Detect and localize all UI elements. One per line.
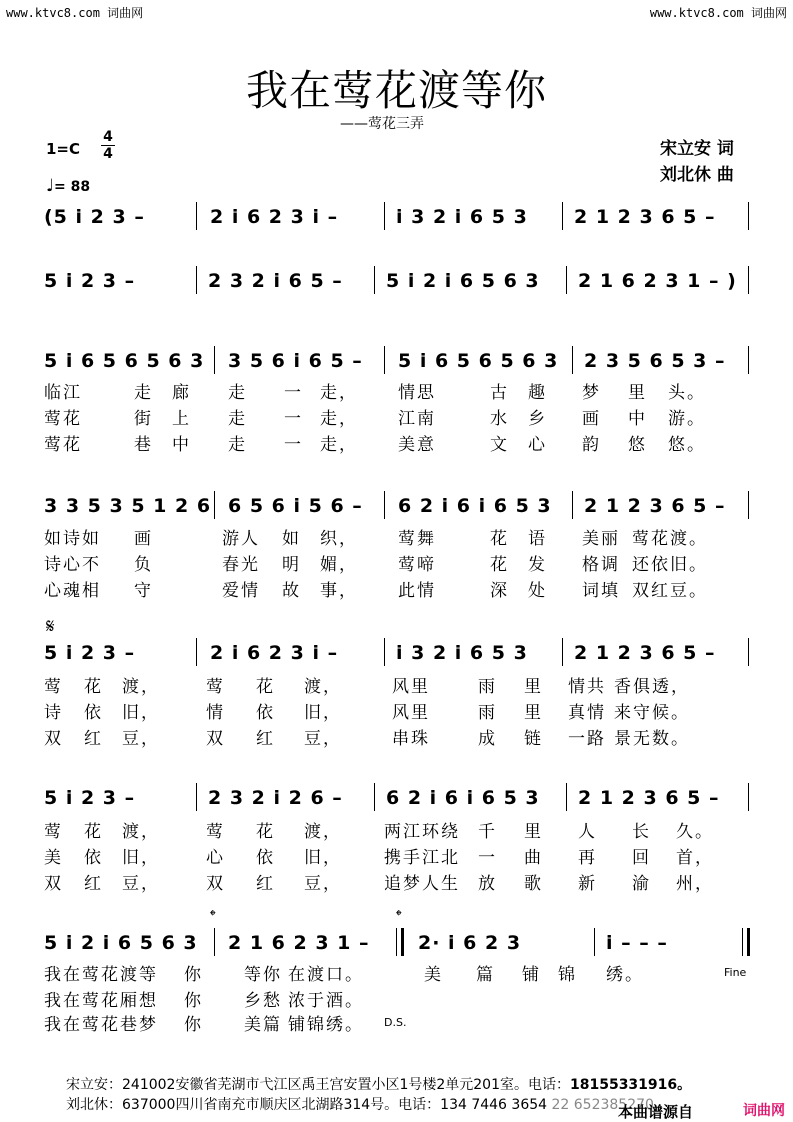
lyric-syllable: 美 [44, 848, 63, 868]
lyric-syllable: 串珠 [392, 729, 430, 749]
lyric-syllable: 旧， [122, 848, 160, 868]
lyric-syllable: 双 [206, 874, 225, 894]
lyric-syllable: 美丽 [582, 529, 620, 549]
time-signature [101, 130, 115, 161]
lyric-syllable: 莺舞 [398, 529, 436, 549]
lyric-syllable: 新 [578, 874, 597, 894]
lyric-syllable: 发 [528, 555, 547, 575]
lyric-syllable: 乡愁 [244, 991, 282, 1011]
lyric-syllable: 廊 [172, 383, 191, 403]
key-signature: 1=C [46, 140, 81, 158]
lyric-syllable: 铺 [522, 965, 541, 985]
lyric-syllable: 走 [228, 435, 247, 455]
lyric-syllable: 悠 [628, 435, 647, 455]
segno-icon: 𝄋 [46, 614, 55, 638]
bar-line [384, 346, 385, 374]
lyric-syllable: 心 [206, 848, 225, 868]
lyric-syllable: 走 [228, 409, 247, 429]
measure: 5 i 2 3 – [44, 787, 136, 809]
measure: 5 i 6 5 6 5 6 3 [44, 350, 205, 372]
lyric-syllable: 豆， [122, 729, 160, 749]
lyric-syllable: 诗 [44, 703, 63, 723]
lyric-syllable: 故 [282, 581, 301, 601]
measure: 6 5 6 i 5 6 – [228, 495, 363, 517]
lyric-syllable: 走 [134, 383, 153, 403]
bar-line [384, 638, 385, 666]
coda-icon: 𝄌 [396, 906, 402, 925]
lyric-syllable: 等你 [244, 965, 282, 985]
bar-line [562, 638, 563, 666]
measure: 2 1 2 3 6 5 – [578, 787, 720, 809]
lyric-syllable: 里 [524, 703, 543, 723]
bar-line [384, 491, 385, 519]
lyric-syllable: 诗心不 [44, 555, 101, 575]
measure: 6 2 i 6 i 6 5 3 [386, 787, 540, 809]
lyric-syllable: 中 [172, 435, 191, 455]
lyric-syllable: 我在莺花厢想 [44, 991, 158, 1011]
song-subtitle: ——莺花三弄 [340, 116, 424, 132]
lyric-syllable: 旧， [122, 703, 160, 723]
lyric-syllable: 此情 [398, 581, 436, 601]
measure: 5 i 2 3 – [44, 642, 136, 664]
lyric-syllable: 景无数。 [614, 729, 690, 749]
footer-composer-address: 刘北休：637000四川省南充市顺庆区北湖路314号。电话：134 7446 3654 [66, 1097, 548, 1113]
lyric-syllable: 莺啼 [398, 555, 436, 575]
lyric-syllable: 依 [256, 703, 275, 723]
lyric-syllable: 成 [478, 729, 497, 749]
repeat-bar-line [396, 928, 397, 956]
bar-line [562, 202, 563, 230]
lyric-syllable: 绣。 [606, 965, 644, 985]
footer-composer-extra: 22 652385270 [547, 1097, 654, 1113]
measure: 2 3 2 i 2 6 – [208, 787, 343, 809]
lyric-syllable: 花 [490, 555, 509, 575]
lyric-syllable: 画 [582, 409, 601, 429]
bar-line [566, 266, 567, 294]
lyric-syllable: 真情 [568, 703, 606, 723]
lyric-syllable: 里 [524, 822, 543, 842]
lyric-syllable: 莺 [44, 677, 63, 697]
bar-line [196, 638, 197, 666]
lyric-syllable: 香俱透， [614, 677, 690, 697]
composer-credit: 刘北休 曲 [660, 165, 734, 185]
lyric-syllable: 红 [256, 874, 275, 894]
lyric-syllable: 水 [490, 409, 509, 429]
lyric-syllable: 人 [578, 822, 597, 842]
lyric-syllable: 雨 [478, 703, 497, 723]
lyric-syllable: 韵 [582, 435, 601, 455]
lyric-syllable: 浓于酒。 [288, 991, 364, 1011]
lyric-syllable: 巷 [134, 435, 153, 455]
bar-line [196, 266, 197, 294]
lyric-syllable: 久。 [676, 822, 714, 842]
lyric-syllable: 情共 [568, 677, 606, 697]
lyric-syllable: 回 [632, 848, 651, 868]
bar-line [566, 783, 567, 811]
lyric-syllable: 里 [628, 383, 647, 403]
measure: 2 1 6 2 3 1 – ) [578, 270, 737, 292]
lyric-syllable: 锦 [558, 965, 577, 985]
lyric-syllable: 走， [320, 435, 358, 455]
lyric-syllable: 如 [282, 529, 301, 549]
bar-line [214, 346, 215, 374]
lyric-syllable: 一 [284, 383, 303, 403]
measure: 2 3 5 6 5 3 – [584, 350, 726, 372]
lyric-syllable: 双红豆。 [632, 581, 708, 601]
bar-line [196, 202, 197, 230]
lyric-syllable: 古 [490, 383, 509, 403]
lyric-syllable: 春光 [222, 555, 260, 575]
measure: 3 3 5 3 5 1 2 6 [44, 495, 212, 517]
lyric-syllable: 词填 [582, 581, 620, 601]
lyric-syllable: 在渡口。 [288, 965, 364, 985]
lyric-syllable: 花 [256, 677, 275, 697]
lyric-syllable: 你 [184, 965, 203, 985]
lyric-syllable: 如诗如 [44, 529, 101, 549]
lyric-syllable: 依 [84, 703, 103, 723]
meter-bottom: 4 [103, 146, 113, 162]
lyric-syllable: 莺花 [44, 409, 82, 429]
measure: i 3 2 i 6 5 3 [396, 642, 528, 664]
lyric-syllable: 头。 [668, 383, 706, 403]
lyric-syllable: 歌 [524, 874, 543, 894]
bar-line [748, 346, 749, 374]
measure: 3 5 6 i 6 5 – [228, 350, 363, 372]
lyric-syllable: 语 [528, 529, 547, 549]
lyric-syllable: 追梦人生 [384, 874, 460, 894]
lyric-syllable: 趣 [528, 383, 547, 403]
lyric-syllable: 渡， [122, 677, 160, 697]
measure: i – – – [606, 932, 668, 954]
lyric-syllable: 花 [256, 822, 275, 842]
lyric-syllable: 渝 [632, 874, 651, 894]
lyric-syllable: 红 [256, 729, 275, 749]
lyric-syllable: 渡， [122, 822, 160, 842]
footer-lyricist-address: 宋立安：241002安徽省芜湖市弋江区禹王宫安置小区1号楼2单元201室。电话： [66, 1077, 570, 1093]
lyricist-credit: 宋立安 词 [660, 139, 734, 159]
lyric-syllable: 风里 [392, 703, 430, 723]
bar-line [384, 202, 385, 230]
lyric-syllable: 我在莺花渡等 [44, 965, 158, 985]
bar-line [748, 783, 749, 811]
lyric-syllable: 花 [490, 529, 509, 549]
lyric-syllable: 风里 [392, 677, 430, 697]
lyric-syllable: 事， [320, 581, 358, 601]
lyric-syllable: 双 [44, 729, 63, 749]
lyric-syllable: 心魂相 [44, 581, 101, 601]
lyric-syllable: 红 [84, 729, 103, 749]
measure: i 3 2 i 6 5 3 [396, 206, 528, 228]
measure: 5 i 2 i 6 5 6 3 [44, 932, 198, 954]
lyric-syllable: 情 [206, 703, 225, 723]
song-title: 我在莺花渡等你 [245, 66, 547, 115]
lyric-syllable: 双 [206, 729, 225, 749]
footer-lyricist-phone: 18155331916。 [569, 1077, 692, 1093]
lyric-syllable: 首， [676, 848, 714, 868]
measure: 5 i 6 5 6 5 6 3 [398, 350, 559, 372]
lyric-syllable: 画 [134, 529, 153, 549]
lyric-syllable: 依 [84, 848, 103, 868]
lyric-syllable: 文 [490, 435, 509, 455]
lyric-syllable: 里 [524, 677, 543, 697]
bar-line [572, 346, 573, 374]
lyric-syllable: 依 [256, 848, 275, 868]
measure: 2 1 2 3 6 5 – [574, 206, 716, 228]
measure: 2 i 6 2 3 i – [210, 206, 339, 228]
tempo-marking [46, 176, 90, 196]
repeat-bar-thick [401, 928, 404, 956]
ds-mark: D.S. [384, 1016, 407, 1029]
final-bar-thick [747, 928, 750, 956]
lyric-syllable: 链 [524, 729, 543, 749]
lyric-syllable: 深 [490, 581, 509, 601]
bar-line [748, 638, 749, 666]
site-watermark-right: www.ktvc8.com 词曲网 [649, 6, 787, 20]
lyric-syllable: 走， [320, 383, 358, 403]
lyric-syllable: 渡， [304, 677, 342, 697]
bar-line [196, 783, 197, 811]
tempo-value: = 88 [54, 179, 91, 195]
lyric-syllable: 铺锦绣。 [288, 1015, 364, 1035]
bar-line [572, 491, 573, 519]
lyric-syllable: 中 [628, 409, 647, 429]
measure: 2 1 2 3 6 5 – [574, 642, 716, 664]
lyric-syllable: 一路 [568, 729, 606, 749]
lyric-syllable: 美意 [398, 435, 436, 455]
final-bar-line [742, 928, 743, 956]
lyric-syllable: 上 [172, 409, 191, 429]
lyric-syllable: 梦 [582, 383, 601, 403]
lyric-syllable: 心 [528, 435, 547, 455]
lyric-syllable: 放 [478, 874, 497, 894]
lyric-syllable: 悠。 [668, 435, 706, 455]
lyric-syllable: 来守候。 [614, 703, 690, 723]
measure: 2 1 2 3 6 5 – [584, 495, 726, 517]
lyric-syllable: 红 [84, 874, 103, 894]
lyric-syllable: 豆， [304, 729, 342, 749]
lyric-syllable: 旧， [304, 703, 342, 723]
bar-line [374, 266, 375, 294]
lyric-syllable: 走 [228, 383, 247, 403]
lyric-syllable: 双 [44, 874, 63, 894]
coda-icon: 𝄌 [210, 906, 216, 925]
lyric-syllable: 美 [424, 965, 443, 985]
lyric-syllable: 两江环绕 [384, 822, 460, 842]
measure: (5 i 2 3 – [44, 206, 145, 228]
lyric-syllable: 明 [282, 555, 301, 575]
lyric-syllable: 守 [134, 581, 153, 601]
lyric-syllable: 莺花 [44, 435, 82, 455]
lyric-syllable: 莺 [206, 677, 225, 697]
lyric-syllable: 曲 [524, 848, 543, 868]
bar-line [748, 491, 749, 519]
lyric-syllable: 州， [676, 874, 714, 894]
lyric-syllable: 一 [284, 435, 303, 455]
lyric-syllable: 长 [632, 822, 651, 842]
lyric-syllable: 负 [134, 555, 153, 575]
quarter-note-icon: ♩ [46, 176, 55, 196]
lyric-syllable: 游人 [222, 529, 260, 549]
lyric-syllable: 街 [134, 409, 153, 429]
lyric-syllable: 一 [478, 848, 497, 868]
lyric-syllable: 游。 [668, 409, 706, 429]
lyric-syllable: 你 [184, 1015, 203, 1035]
meter-top: 4 [103, 129, 113, 145]
lyric-syllable: 美篇 [244, 1015, 282, 1035]
footer-composer-contact [66, 1094, 654, 1114]
bar-line [594, 928, 595, 956]
measure: 5 i 2 3 – [44, 270, 136, 292]
lyric-syllable: 篇 [476, 965, 495, 985]
footer-lyricist-contact [66, 1074, 691, 1094]
lyric-syllable: 渡， [304, 822, 342, 842]
lyric-syllable: 花 [84, 822, 103, 842]
lyric-syllable: 携手江北 [384, 848, 460, 868]
lyric-syllable: 再 [578, 848, 597, 868]
lyric-syllable: 情思 [398, 383, 436, 403]
lyric-syllable: 媚， [320, 555, 358, 575]
lyric-syllable: 乡 [528, 409, 547, 429]
lyric-syllable: 雨 [478, 677, 497, 697]
lyric-syllable: 豆， [122, 874, 160, 894]
lyric-syllable: 莺花渡。 [632, 529, 708, 549]
bar-line [374, 783, 375, 811]
lyric-syllable: 我在莺花巷梦 [44, 1015, 158, 1035]
bar-line [214, 491, 215, 519]
lyric-syllable: 你 [184, 991, 203, 1011]
lyric-syllable: 莺 [44, 822, 63, 842]
lyric-syllable: 处 [528, 581, 547, 601]
lyric-syllable: 织， [320, 529, 358, 549]
lyric-syllable: 格调 [582, 555, 620, 575]
lyric-syllable: 旧， [304, 848, 342, 868]
watermark-source: 本曲谱源自 [617, 1103, 693, 1121]
lyric-syllable: 一 [284, 409, 303, 429]
measure: 2 1 6 2 3 1 – [228, 932, 370, 954]
lyric-syllable: 豆， [304, 874, 342, 894]
lyric-syllable: 走， [320, 409, 358, 429]
lyric-syllable: 千 [478, 822, 497, 842]
measure: 2 i 6 2 3 i – [210, 642, 339, 664]
site-watermark-left: www.ktvc8.com 词曲网 [6, 6, 144, 20]
lyric-syllable: 临江 [44, 383, 82, 403]
lyric-syllable: 爱情 [222, 581, 260, 601]
measure: 2 3 2 i 6 5 – [208, 270, 343, 292]
lyric-syllable: 江南 [398, 409, 436, 429]
bar-line [748, 266, 749, 294]
lyric-syllable: 花 [84, 677, 103, 697]
lyric-syllable: 莺 [206, 822, 225, 842]
lyric-syllable: 还依旧。 [632, 555, 708, 575]
bar-line [214, 928, 215, 956]
measure: 2· i 6 2 3 [418, 932, 522, 954]
bar-line [748, 202, 749, 230]
measure: 6 2 i 6 i 6 5 3 [398, 495, 552, 517]
fine-mark: Fine [724, 966, 747, 979]
measure: 5 i 2 i 6 5 6 3 [386, 270, 540, 292]
watermark-site: 词曲网 [743, 1103, 785, 1119]
